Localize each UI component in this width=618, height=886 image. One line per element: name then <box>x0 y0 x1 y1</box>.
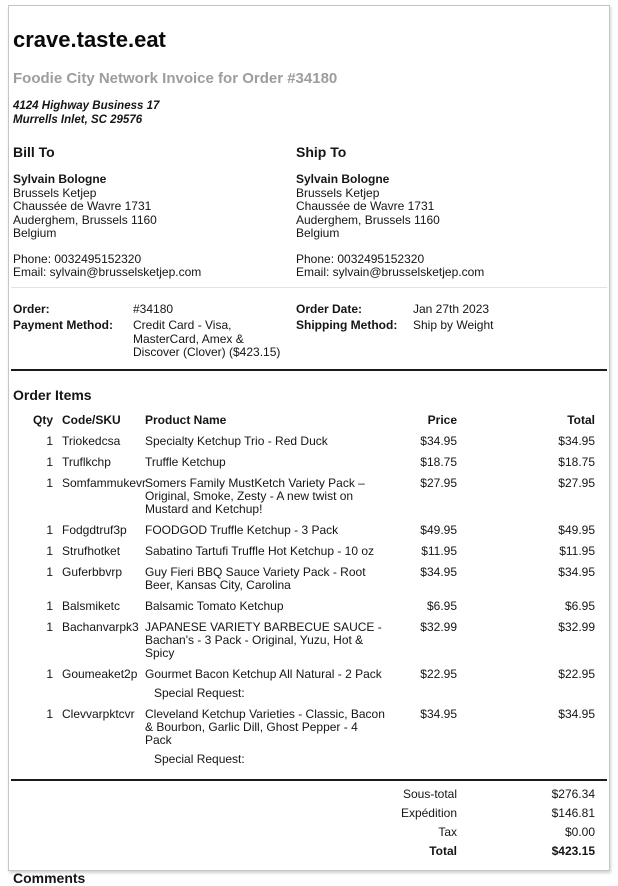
item-qty: 1 <box>46 564 53 579</box>
ship-to-country: Belgium <box>296 226 340 240</box>
item-product-name: Specialty Ketchup Trio - Red Duck <box>145 433 328 448</box>
totals-row <box>30 842 595 861</box>
item-total: $34.95 <box>558 433 595 448</box>
ship-to-city: Auderghem, Brussels 1160 <box>296 212 440 227</box>
bill-to-heading: Bill To <box>13 144 55 160</box>
order-items-top-divider <box>11 369 607 371</box>
bill-to-street: Chaussée de Wavre 1731 <box>13 199 152 213</box>
ship-to-address <box>296 173 484 241</box>
item-sku: Triokedcsa <box>62 433 121 448</box>
item-sku: Strufhotket <box>62 543 121 558</box>
table-row <box>30 520 595 541</box>
item-total: $34.95 <box>558 706 595 721</box>
item-sku: Balsmiketc <box>62 598 121 613</box>
item-sku: Clevvarpktcvr <box>62 706 135 721</box>
item-price: $34.95 <box>420 564 457 579</box>
shipping-method-label: Shipping Method: <box>296 318 398 332</box>
payment-method-label: Payment Method: <box>13 318 114 332</box>
addresses-section <box>11 136 607 280</box>
item-sku: Bachanvarpk3 <box>62 619 139 634</box>
order-date-value: Jan 27th 2023 <box>413 301 490 316</box>
table-row <box>30 452 595 473</box>
column-header-qty: Qty <box>32 412 53 427</box>
order-items-heading: Order Items <box>13 386 92 403</box>
item-qty: 1 <box>46 666 53 681</box>
totals-label: Tax <box>438 824 457 839</box>
ship-to-email: Email: sylvain@brusselsketjep.com <box>296 265 485 279</box>
column-header-price: Price <box>427 412 457 427</box>
item-price: $49.95 <box>420 522 457 537</box>
column-header-product: Product Name <box>145 412 227 427</box>
special-request-label: Special Request: <box>154 751 245 766</box>
item-total: $11.95 <box>559 543 595 558</box>
totals-row <box>30 804 595 823</box>
table-row <box>30 431 595 452</box>
order-items-header <box>30 410 595 431</box>
table-row <box>30 664 595 704</box>
table-row <box>30 617 595 664</box>
ship-to-phone: Phone: 0032495152320 <box>296 251 425 266</box>
ship-to-block <box>294 136 484 280</box>
ship-to-contact <box>296 253 484 280</box>
item-price: $27.95 <box>420 475 457 490</box>
order-info-top-divider <box>11 287 607 288</box>
item-qty: 1 <box>46 706 53 721</box>
totals-value: $276.34 <box>551 786 595 801</box>
bill-to-name: Sylvain Bologne <box>13 172 107 186</box>
item-product-name: Guy Fieri BBQ Sauce Variety Pack - Root Beer, Kansas City, Carolina <box>145 564 366 592</box>
table-row <box>30 473 595 520</box>
table-row <box>30 596 595 617</box>
totals-table <box>30 785 595 861</box>
item-price: $32.99 <box>420 619 457 634</box>
company-address-line1: 4124 Highway Business 17 <box>13 100 160 112</box>
item-qty: 1 <box>46 619 53 634</box>
bill-to-block <box>11 136 294 280</box>
item-product-name: Cleveland Ketchup Varieties - Classic, Bacon & Bourbon, Garlic Dill, Ghost Pepper - 4 Pack <box>145 706 385 747</box>
item-price: $22.95 <box>420 666 457 681</box>
order-items-table <box>30 410 595 770</box>
ship-to-heading: Ship To <box>296 144 347 160</box>
totals-value: $0.00 <box>564 824 595 839</box>
totals-value: $423.15 <box>551 843 595 858</box>
bill-to-phone: Phone: 0032495152320 <box>13 251 142 266</box>
totals-row <box>30 785 595 804</box>
totals-label: Total <box>429 843 457 858</box>
item-sku: Fodgdtruf3p <box>62 522 127 537</box>
item-qty: 1 <box>46 543 53 558</box>
ship-to-company: Brussels Ketjep <box>296 185 380 200</box>
item-product-name: Gourmet Bacon Ketchup All Natural - 2 Pack <box>145 666 382 681</box>
order-number-value: #34180 <box>133 301 174 316</box>
item-price: $11.95 <box>421 543 457 558</box>
totals-top-divider <box>11 779 607 781</box>
invoice-page <box>8 5 610 886</box>
bill-to-company: Brussels Ketjep <box>13 185 97 200</box>
item-product-name: JAPANESE VARIETY BARBECUE SAUCE - Bachan's - 3 Pack - Original, Yuzu, Hot & Spicy <box>145 619 382 660</box>
special-request-label: Special Request: <box>154 685 245 700</box>
item-total: $6.95 <box>564 598 595 613</box>
item-sku: Goumeaket2p <box>62 666 138 681</box>
ship-to-name: Sylvain Bologne <box>296 172 390 186</box>
totals-value: $146.81 <box>551 805 595 820</box>
order-info-section <box>13 303 607 360</box>
order-number-label: Order: <box>13 301 50 316</box>
company-address-line2: Murrells Inlet, SC 29576 <box>13 113 143 126</box>
item-qty: 1 <box>46 433 53 448</box>
brand-title: crave.taste.eat <box>13 27 166 52</box>
bill-to-contact <box>13 253 294 280</box>
item-total: $49.95 <box>558 522 595 537</box>
item-price: $6.95 <box>426 598 457 613</box>
item-product-name: Sabatino Tartufi Truffle Hot Ketchup - 10 oz <box>145 543 375 558</box>
invoice-subtitle: Foodie City Network Invoice for Order #34180 <box>13 70 338 87</box>
bill-to-address <box>13 173 294 241</box>
column-header-sku: Code/SKU <box>62 412 121 427</box>
item-qty: 1 <box>46 454 53 469</box>
totals-body <box>30 785 595 861</box>
table-row <box>30 704 595 770</box>
item-total: $27.95 <box>558 475 595 490</box>
item-sku: Guferbbvrp <box>62 564 123 579</box>
item-price: $18.75 <box>420 454 457 469</box>
table-row <box>30 562 595 596</box>
bill-to-country: Belgium <box>13 226 57 240</box>
payment-method-value: Credit Card - Visa, MasterCard, Amex & Discover (Clover) ($423.15) <box>133 318 281 359</box>
item-qty: 1 <box>46 598 53 613</box>
item-total: $22.95 <box>558 666 595 681</box>
item-product-name: Balsamic Tomato Ketchup <box>145 598 284 613</box>
item-total: $34.95 <box>558 564 595 579</box>
order-items-body <box>30 431 595 770</box>
item-product-name: Somers Family MustKetch Variety Pack – Original, Smoke, Zesty - A new twist on Mustard and Ketchup! <box>145 475 365 516</box>
item-product-name: Truffle Ketchup <box>145 454 226 469</box>
item-qty: 1 <box>46 475 53 490</box>
item-sku: Truflkchp <box>62 454 111 469</box>
company-address <box>13 100 607 127</box>
shipping-method-value: Ship by Weight <box>413 318 494 332</box>
item-price: $34.95 <box>420 433 457 448</box>
totals-label: Expédition <box>400 805 457 820</box>
column-header-total: Total <box>567 412 595 427</box>
bill-to-email: Email: sylvain@brusselsketjep.com <box>13 265 202 279</box>
order-date-label: Order Date: <box>296 301 363 316</box>
table-row <box>30 541 595 562</box>
item-qty: 1 <box>46 522 53 537</box>
item-total: $32.99 <box>558 619 595 634</box>
item-total: $18.75 <box>558 454 595 469</box>
bill-to-city: Auderghem, Brussels 1160 <box>13 212 157 227</box>
totals-row <box>30 823 595 842</box>
item-price: $34.95 <box>420 706 457 721</box>
item-sku: Somfammukevr <box>62 475 147 490</box>
item-product-name: FOODGOD Truffle Ketchup - 3 Pack <box>145 522 339 537</box>
comments-heading: Comments <box>13 869 86 886</box>
totals-label: Sous-total <box>402 786 457 801</box>
ship-to-street: Chaussée de Wavre 1731 <box>296 199 435 213</box>
